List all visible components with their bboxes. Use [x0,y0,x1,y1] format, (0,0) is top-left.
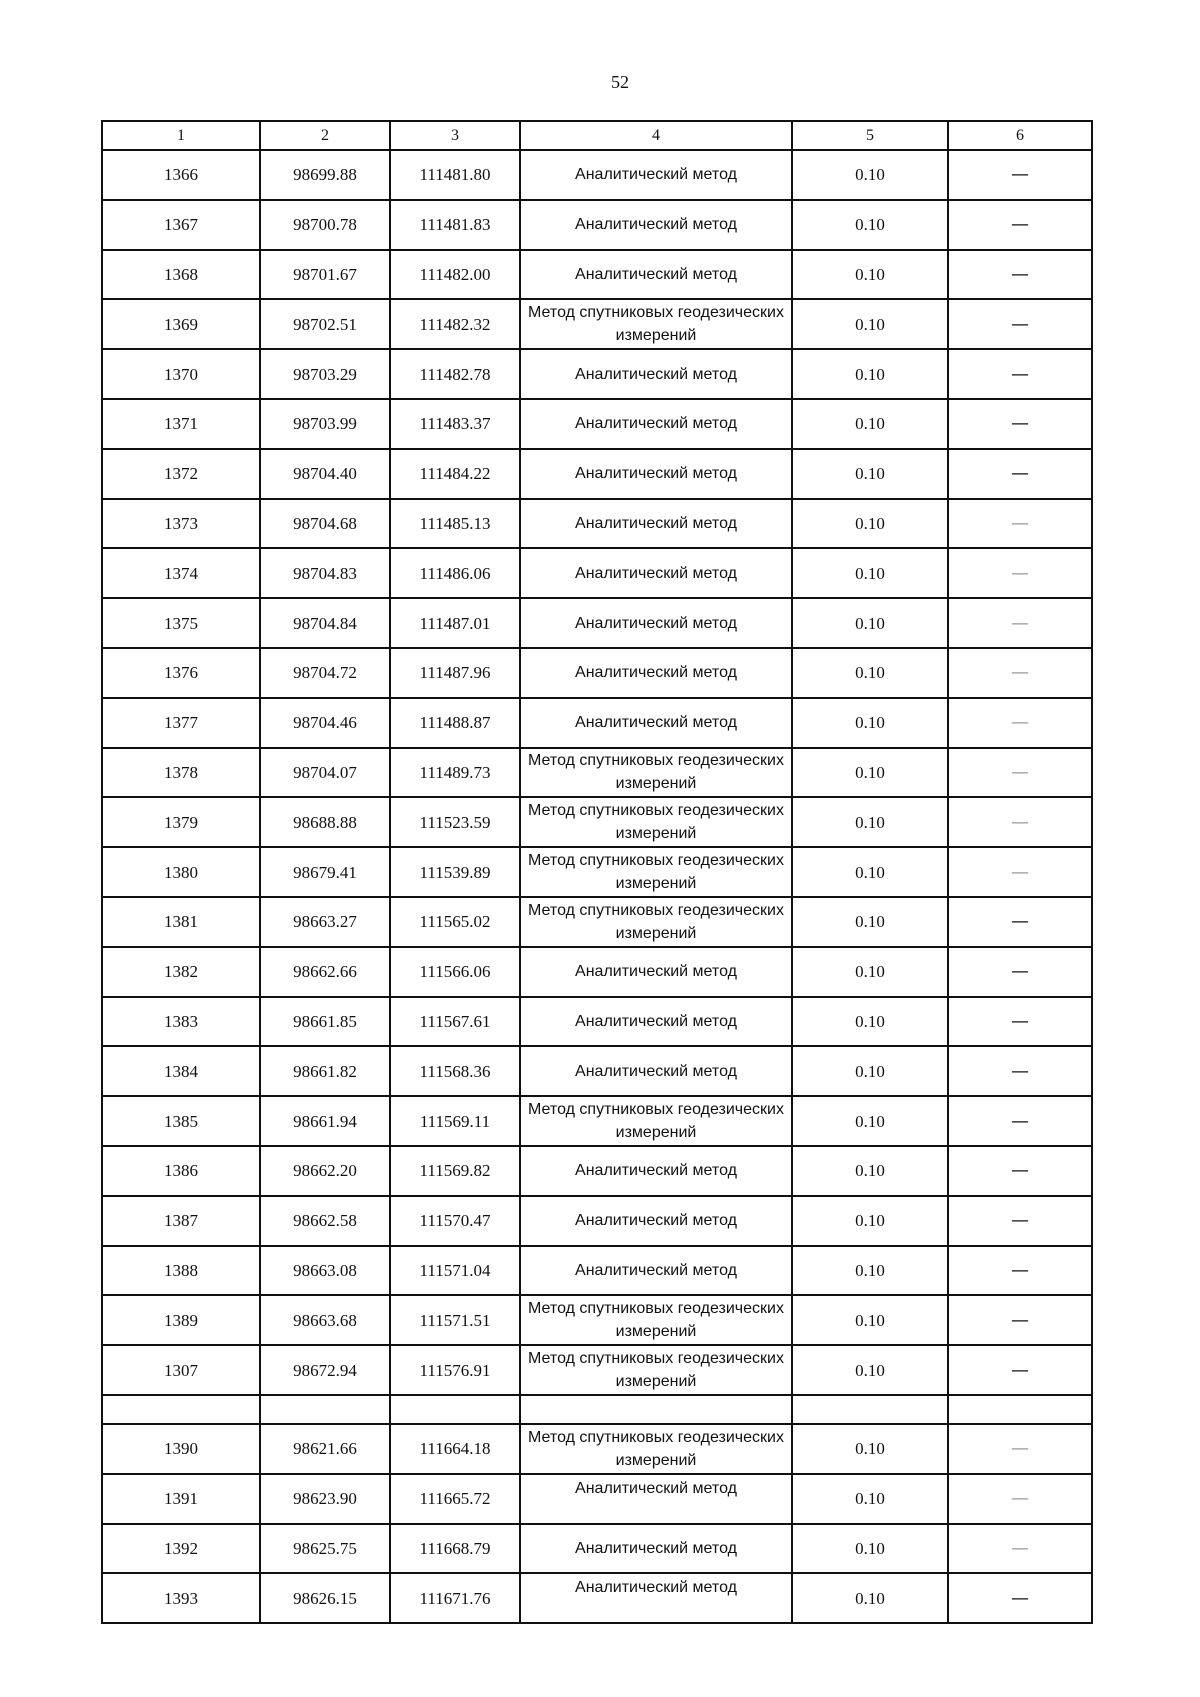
x-coordinate-cell: 98704.68 [260,499,390,549]
column-header-6: 6 [948,121,1092,150]
x-coordinate-cell: 98701.67 [260,250,390,300]
x-coordinate-cell: 98661.85 [260,997,390,1047]
accuracy-cell: 0.10 [792,648,948,698]
table-row [102,299,1092,349]
accuracy-cell: 0.10 [792,1345,948,1395]
y-coordinate-cell: 111571.51 [390,1295,520,1345]
y-coordinate-cell: 111671.76 [390,1573,520,1623]
y-coordinate-cell: 111566.06 [390,947,520,997]
y-coordinate-cell: 111576.91 [390,1345,520,1395]
y-coordinate-cell: 111481.80 [390,150,520,200]
note-cell: — [948,748,1092,798]
accuracy-cell: 0.10 [792,997,948,1047]
y-coordinate-cell: 111565.02 [390,897,520,947]
x-coordinate-cell: 98663.68 [260,1295,390,1345]
table-row [102,1424,1092,1474]
point-number-cell: 1369 [102,299,260,349]
method-cell: Аналитический метод [520,399,792,449]
method-cell: Аналитический метод [520,1146,792,1196]
method-cell: Метод спутниковых геодезических измерений [520,1295,792,1345]
empty-cell [390,1395,520,1424]
method-cell: Метод спутниковых геодезических измерений [520,1424,792,1474]
x-coordinate-cell: 98688.88 [260,797,390,847]
y-coordinate-cell: 111486.06 [390,548,520,598]
empty-cell [260,1395,390,1424]
note-cell: — [948,250,1092,300]
y-coordinate-cell: 111539.89 [390,847,520,897]
y-coordinate-cell: 111488.87 [390,698,520,748]
note-cell: — [948,947,1092,997]
method-cell: Метод спутниковых геодезических измерений [520,1096,792,1146]
note-cell: — [948,997,1092,1047]
method-cell: Метод спутниковых геодезических измерений [520,299,792,349]
method-cell: Метод спутниковых геодезических измерений [520,847,792,897]
note-cell: — [948,150,1092,200]
table-row [102,1295,1092,1345]
table-row [102,499,1092,549]
x-coordinate-cell: 98672.94 [260,1345,390,1395]
method-cell: Аналитический метод [520,947,792,997]
x-coordinate-cell: 98661.82 [260,1046,390,1096]
y-coordinate-cell: 111485.13 [390,499,520,549]
note-cell: — [948,598,1092,648]
x-coordinate-cell: 98663.08 [260,1246,390,1296]
point-number-cell: 1380 [102,847,260,897]
point-number-cell: 1383 [102,997,260,1047]
method-cell: Аналитический метод [520,200,792,250]
note-cell: — [948,847,1092,897]
note-cell: — [948,349,1092,399]
note-cell: — [948,1524,1092,1574]
accuracy-cell: 0.10 [792,150,948,200]
method-cell: Аналитический метод [520,648,792,698]
point-number-cell: 1379 [102,797,260,847]
x-coordinate-cell: 98661.94 [260,1096,390,1146]
y-coordinate-cell: 111571.04 [390,1246,520,1296]
point-number-cell: 1307 [102,1345,260,1395]
point-number-cell: 1367 [102,200,260,250]
y-coordinate-cell: 111665.72 [390,1474,520,1524]
y-coordinate-cell: 111482.00 [390,250,520,300]
y-coordinate-cell: 111487.96 [390,648,520,698]
method-cell: Аналитический метод [520,548,792,598]
y-coordinate-cell: 111523.59 [390,797,520,847]
table-row [102,648,1092,698]
note-cell: — [948,1345,1092,1395]
note-cell: — [948,1046,1092,1096]
method-cell: Аналитический метод [520,1246,792,1296]
y-coordinate-cell: 111568.36 [390,1046,520,1096]
table-row [102,548,1092,598]
table-row [102,897,1092,947]
note-cell: — [948,797,1092,847]
accuracy-cell: 0.10 [792,1474,948,1524]
method-cell: Аналитический метод [520,1196,792,1246]
x-coordinate-cell: 98625.75 [260,1524,390,1574]
y-coordinate-cell: 111482.32 [390,299,520,349]
accuracy-cell: 0.10 [792,449,948,499]
accuracy-cell: 0.10 [792,200,948,250]
accuracy-cell: 0.10 [792,399,948,449]
accuracy-cell: 0.10 [792,299,948,349]
accuracy-cell: 0.10 [792,847,948,897]
x-coordinate-cell: 98704.46 [260,698,390,748]
accuracy-cell: 0.10 [792,1524,948,1574]
point-number-cell: 1371 [102,399,260,449]
accuracy-cell: 0.10 [792,797,948,847]
method-cell: Аналитический метод [520,1046,792,1096]
accuracy-cell: 0.10 [792,1246,948,1296]
table-row [102,1345,1092,1395]
y-coordinate-cell: 111668.79 [390,1524,520,1574]
empty-cell [520,1395,792,1424]
column-header-5: 5 [792,121,948,150]
point-number-cell: 1389 [102,1295,260,1345]
method-cell: Аналитический метод [520,349,792,399]
y-coordinate-cell: 111484.22 [390,449,520,499]
accuracy-cell: 0.10 [792,598,948,648]
table-row [102,1196,1092,1246]
table-body [102,150,1092,1623]
accuracy-cell: 0.10 [792,499,948,549]
accuracy-cell: 0.10 [792,1146,948,1196]
point-number-cell: 1390 [102,1424,260,1474]
method-cell: Аналитический метод [520,499,792,549]
y-coordinate-cell: 111569.11 [390,1096,520,1146]
table-row [102,399,1092,449]
table-row [102,997,1092,1047]
note-cell: — [948,1096,1092,1146]
accuracy-cell: 0.10 [792,548,948,598]
x-coordinate-cell: 98663.27 [260,897,390,947]
empty-cell [948,1395,1092,1424]
accuracy-cell: 0.10 [792,1196,948,1246]
accuracy-cell: 0.10 [792,947,948,997]
y-coordinate-cell: 111481.83 [390,200,520,250]
x-coordinate-cell: 98621.66 [260,1424,390,1474]
table-row [102,449,1092,499]
coordinates-table [101,120,1093,1624]
y-coordinate-cell: 111664.18 [390,1424,520,1474]
method-cell: Аналитический метод [520,250,792,300]
accuracy-cell: 0.10 [792,748,948,798]
point-number-cell: 1393 [102,1573,260,1623]
table-row [102,349,1092,399]
y-coordinate-cell: 111489.73 [390,748,520,798]
method-cell: Аналитический метод [520,698,792,748]
point-number-cell: 1378 [102,748,260,798]
table-row [102,797,1092,847]
x-coordinate-cell: 98704.40 [260,449,390,499]
table-row [102,1524,1092,1574]
empty-cell [102,1395,260,1424]
note-cell: — [948,1573,1092,1623]
method-cell: Аналитический метод [520,1573,792,1623]
note-cell: — [948,1295,1092,1345]
y-coordinate-cell: 111487.01 [390,598,520,648]
x-coordinate-cell: 98704.84 [260,598,390,648]
point-number-cell: 1385 [102,1096,260,1146]
method-cell: Метод спутниковых геодезических измерений [520,1345,792,1395]
x-coordinate-cell: 98626.15 [260,1573,390,1623]
table-row [102,1474,1092,1524]
x-coordinate-cell: 98703.99 [260,399,390,449]
accuracy-cell: 0.10 [792,897,948,947]
accuracy-cell: 0.10 [792,250,948,300]
note-cell: — [948,648,1092,698]
point-number-cell: 1382 [102,947,260,997]
column-header-1: 1 [102,121,260,150]
empty-cell [792,1395,948,1424]
accuracy-cell: 0.10 [792,1424,948,1474]
method-cell: Аналитический метод [520,150,792,200]
note-cell: — [948,698,1092,748]
column-header-4: 4 [520,121,792,150]
column-header-2: 2 [260,121,390,150]
method-cell: Метод спутниковых геодезических измерений [520,797,792,847]
point-number-cell: 1370 [102,349,260,399]
x-coordinate-cell: 98699.88 [260,150,390,200]
y-coordinate-cell: 111482.78 [390,349,520,399]
x-coordinate-cell: 98704.83 [260,548,390,598]
method-cell: Аналитический метод [520,449,792,499]
y-coordinate-cell: 111569.82 [390,1146,520,1196]
y-coordinate-cell: 111483.37 [390,399,520,449]
point-number-cell: 1375 [102,598,260,648]
x-coordinate-cell: 98662.20 [260,1146,390,1196]
table-row [102,847,1092,897]
table-row [102,698,1092,748]
note-cell: — [948,1246,1092,1296]
y-coordinate-cell: 111570.47 [390,1196,520,1246]
x-coordinate-cell: 98703.29 [260,349,390,399]
point-number-cell: 1373 [102,499,260,549]
table-row [102,1146,1092,1196]
point-number-cell: 1392 [102,1524,260,1574]
point-number-cell: 1372 [102,449,260,499]
x-coordinate-cell: 98623.90 [260,1474,390,1524]
note-cell: — [948,548,1092,598]
table-row [102,250,1092,300]
point-number-cell: 1384 [102,1046,260,1096]
method-cell: Аналитический метод [520,598,792,648]
point-number-cell: 1366 [102,150,260,200]
point-number-cell: 1368 [102,250,260,300]
table-row [102,1046,1092,1096]
x-coordinate-cell: 98700.78 [260,200,390,250]
method-cell: Аналитический метод [520,997,792,1047]
table-row [102,1246,1092,1296]
x-coordinate-cell: 98704.72 [260,648,390,698]
note-cell: — [948,1146,1092,1196]
accuracy-cell: 0.10 [792,349,948,399]
note-cell: — [948,1424,1092,1474]
y-coordinate-cell: 111567.61 [390,997,520,1047]
column-header-3: 3 [390,121,520,150]
note-cell: — [948,399,1092,449]
accuracy-cell: 0.10 [792,1096,948,1146]
note-cell: — [948,449,1092,499]
x-coordinate-cell: 98679.41 [260,847,390,897]
point-number-cell: 1376 [102,648,260,698]
note-cell: — [948,299,1092,349]
method-cell: Аналитический метод [520,1474,792,1524]
note-cell: — [948,1196,1092,1246]
table-row [102,150,1092,200]
point-number-cell: 1381 [102,897,260,947]
point-number-cell: 1377 [102,698,260,748]
table-row [102,1096,1092,1146]
point-number-cell: 1391 [102,1474,260,1524]
method-cell: Метод спутниковых геодезических измерений [520,748,792,798]
table-row [102,748,1092,798]
table-row [102,947,1092,997]
note-cell: — [948,200,1092,250]
page-number: 52 [611,72,629,92]
x-coordinate-cell: 98704.07 [260,748,390,798]
note-cell: — [948,1474,1092,1524]
table-row-empty [102,1395,1092,1424]
accuracy-cell: 0.10 [792,1046,948,1096]
table-row [102,200,1092,250]
table-header-row [102,121,1092,150]
method-cell: Аналитический метод [520,1524,792,1574]
x-coordinate-cell: 98702.51 [260,299,390,349]
point-number-cell: 1388 [102,1246,260,1296]
x-coordinate-cell: 98662.66 [260,947,390,997]
note-cell: — [948,897,1092,947]
point-number-cell: 1386 [102,1146,260,1196]
method-cell: Метод спутниковых геодезических измерений [520,897,792,947]
point-number-cell: 1374 [102,548,260,598]
accuracy-cell: 0.10 [792,698,948,748]
point-number-cell: 1387 [102,1196,260,1246]
accuracy-cell: 0.10 [792,1573,948,1623]
accuracy-cell: 0.10 [792,1295,948,1345]
note-cell: — [948,499,1092,549]
table-row [102,598,1092,648]
x-coordinate-cell: 98662.58 [260,1196,390,1246]
table-row [102,1573,1092,1623]
